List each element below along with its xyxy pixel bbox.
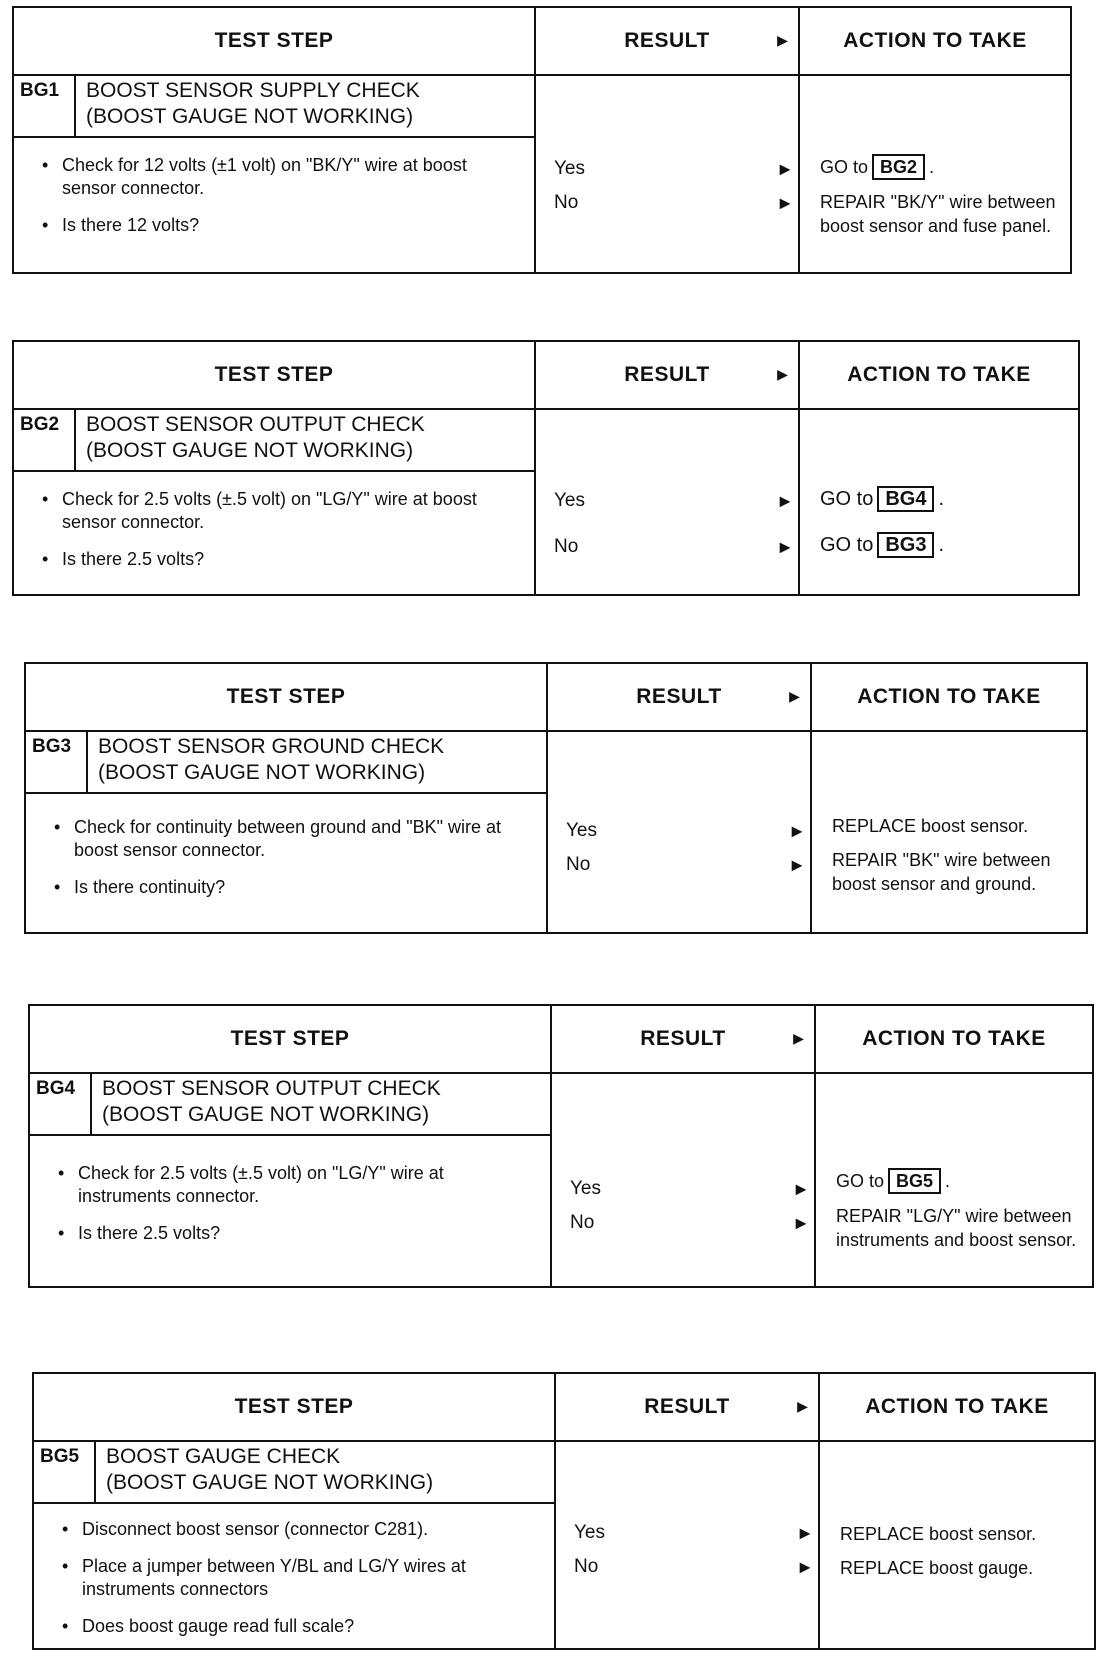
result-yes-label: Yes xyxy=(566,820,597,841)
instruction-text: Is there 2.5 volts? xyxy=(62,549,205,569)
result-no-label: No xyxy=(566,854,591,875)
header-test-step: TEST STEP xyxy=(14,8,536,74)
instruction-item xyxy=(40,154,520,200)
instruction-item xyxy=(40,214,520,237)
instruction-item xyxy=(60,1615,540,1638)
action-goto-text: GO to xyxy=(836,1171,885,1191)
arrow-icon: ► xyxy=(793,1396,812,1417)
result-no xyxy=(554,186,794,220)
action-no: REPAIR "BK/Y" wire between boost sensor and fuse panel. xyxy=(820,192,1056,236)
result-column xyxy=(574,1516,814,1584)
result-column xyxy=(566,814,806,882)
step-id: BG1 xyxy=(14,74,76,136)
bullet-icon: • xyxy=(42,549,49,569)
step-instructions xyxy=(34,1518,554,1652)
arrow-icon: ► xyxy=(773,364,792,385)
result-yes xyxy=(554,152,794,186)
step-id: BG5 xyxy=(34,1440,96,1502)
step-title-box xyxy=(14,74,534,138)
action-column xyxy=(832,814,1080,906)
bullet-icon: • xyxy=(42,489,49,509)
result-no xyxy=(554,530,794,564)
action-no: REPAIR "LG/Y" wire between instruments and boost sensor. xyxy=(836,1206,1077,1250)
header-test-step: TEST STEP xyxy=(26,664,548,730)
header-result-label: RESULT xyxy=(644,1395,730,1418)
arrow-icon: ► xyxy=(776,491,794,511)
action-yes xyxy=(836,1168,1086,1194)
step-reference: BG4 xyxy=(877,486,934,512)
header-result-label: RESULT xyxy=(640,1027,726,1050)
instruction-text: Check for 12 volts (±1 volt) on "BK/Y" wire at boost sensor connector. xyxy=(62,155,467,198)
bullet-icon: • xyxy=(62,1556,69,1576)
table-header xyxy=(14,8,1070,76)
column-divider xyxy=(814,1072,816,1286)
test-table-bg1 xyxy=(12,6,1072,274)
step-instructions xyxy=(14,154,534,251)
column-divider xyxy=(554,1440,556,1648)
step-title xyxy=(106,1444,548,1496)
step-title-line2: (BOOST GAUGE NOT WORKING) xyxy=(86,105,414,128)
action-period: . xyxy=(945,1171,951,1191)
step-title-line2: (BOOST GAUGE NOT WORKING) xyxy=(86,439,414,462)
header-action: ACTION TO TAKE xyxy=(862,1027,1046,1050)
bullet-icon: • xyxy=(62,1616,69,1636)
instruction-text: Does boost gauge read full scale? xyxy=(82,1616,355,1636)
instruction-item xyxy=(56,1162,536,1208)
column-divider xyxy=(810,730,812,932)
step-title-line1: BOOST SENSOR SUPPLY CHECK xyxy=(86,79,420,102)
instruction-item xyxy=(52,816,532,862)
action-period: . xyxy=(929,157,935,177)
header-test-step: TEST STEP xyxy=(34,1374,556,1440)
column-divider xyxy=(818,1440,820,1648)
result-no-label: No xyxy=(570,1212,595,1233)
action-column xyxy=(836,1168,1086,1262)
table-header xyxy=(34,1374,1094,1442)
arrow-icon: ► xyxy=(776,159,794,179)
action-no: REPAIR "BK" wire between boost sensor and ground. xyxy=(832,850,1051,894)
result-no xyxy=(574,1550,814,1584)
step-title-box xyxy=(34,1440,554,1504)
column-divider xyxy=(534,408,536,594)
step-title-line1: BOOST GAUGE CHECK xyxy=(106,1445,341,1468)
step-title-line1: BOOST SENSOR OUTPUT CHECK xyxy=(86,413,425,436)
result-no-label: No xyxy=(554,192,579,213)
action-goto-text: GO to xyxy=(820,157,869,177)
result-column xyxy=(554,152,794,220)
action-yes xyxy=(820,154,1064,180)
arrow-icon: ► xyxy=(792,1179,810,1199)
bullet-icon: • xyxy=(62,1519,69,1539)
action-yes xyxy=(820,486,1072,512)
table-header xyxy=(14,342,1078,410)
step-title-line2: (BOOST GAUGE NOT WORKING) xyxy=(98,761,426,784)
step-id: BG2 xyxy=(14,408,76,470)
action-yes: REPLACE boost sensor. xyxy=(840,1524,1037,1544)
step-instructions xyxy=(14,488,534,585)
result-no xyxy=(570,1206,810,1240)
header-action: ACTION TO TAKE xyxy=(865,1395,1049,1418)
step-title-box xyxy=(14,408,534,472)
step-id: BG3 xyxy=(26,730,88,792)
header-result xyxy=(552,1006,816,1072)
action-period: . xyxy=(938,488,945,510)
arrow-icon: ► xyxy=(792,1213,810,1233)
bullet-icon: • xyxy=(42,215,49,235)
step-reference: BG5 xyxy=(888,1168,941,1194)
test-table-bg2 xyxy=(12,340,1080,596)
result-yes-label: Yes xyxy=(574,1522,605,1543)
result-column xyxy=(570,1172,810,1240)
step-title-box xyxy=(26,730,546,794)
column-divider xyxy=(550,1072,552,1286)
arrow-icon: ► xyxy=(788,821,806,841)
instruction-text: Check for 2.5 volts (±.5 volt) on "LG/Y" wire at instruments connector. xyxy=(78,1163,444,1206)
instruction-item xyxy=(56,1222,536,1245)
step-instructions xyxy=(26,816,546,913)
instruction-text: Is there continuity? xyxy=(74,877,226,897)
header-result xyxy=(536,8,800,74)
action-yes: REPLACE boost sensor. xyxy=(832,816,1029,836)
step-instructions xyxy=(30,1162,550,1259)
header-action: ACTION TO TAKE xyxy=(843,29,1027,52)
action-goto-text: GO to xyxy=(820,534,874,556)
result-no-label: No xyxy=(574,1556,599,1577)
step-title-line2: (BOOST GAUGE NOT WORKING) xyxy=(106,1471,434,1494)
arrow-icon: ► xyxy=(776,537,794,557)
result-yes xyxy=(566,814,806,848)
arrow-icon: ► xyxy=(789,1028,808,1049)
result-yes xyxy=(570,1172,810,1206)
step-title xyxy=(86,412,528,464)
instruction-text: Is there 2.5 volts? xyxy=(78,1223,221,1243)
instruction-text: Place a jumper between Y/BL and LG/Y wires at instruments connectors xyxy=(82,1556,466,1599)
instruction-text: Check for continuity between ground and "BK" wire at boost sensor connector. xyxy=(74,817,502,860)
arrow-icon: ► xyxy=(796,1523,814,1543)
header-result-label: RESULT xyxy=(636,685,722,708)
table-header xyxy=(26,664,1086,732)
instruction-item xyxy=(52,876,532,899)
header-action: ACTION TO TAKE xyxy=(857,685,1041,708)
action-goto-text: GO to xyxy=(820,488,874,510)
instruction-item xyxy=(40,548,520,571)
column-divider xyxy=(798,74,800,272)
step-reference: BG2 xyxy=(872,154,925,180)
column-divider xyxy=(534,74,536,272)
header-test-step: TEST STEP xyxy=(30,1006,552,1072)
header-result xyxy=(536,342,800,408)
test-table-bg5 xyxy=(32,1372,1096,1650)
step-reference: BG3 xyxy=(877,532,934,558)
bullet-icon: • xyxy=(58,1223,65,1243)
instruction-text: Disconnect boost sensor (connector C281). xyxy=(82,1519,429,1539)
result-no xyxy=(566,848,806,882)
instruction-item xyxy=(60,1518,540,1541)
instruction-text: Check for 2.5 volts (±.5 volt) on "LG/Y" wire at boost sensor connector. xyxy=(62,489,477,532)
header-test-step: TEST STEP xyxy=(14,342,536,408)
header-result xyxy=(556,1374,820,1440)
result-yes-label: Yes xyxy=(554,490,585,511)
header-result-label: RESULT xyxy=(624,29,710,52)
bullet-icon: • xyxy=(54,817,61,837)
result-column xyxy=(554,484,794,564)
instruction-item xyxy=(40,488,520,534)
bullet-icon: • xyxy=(42,155,49,175)
step-title xyxy=(102,1076,544,1128)
column-divider xyxy=(798,408,800,594)
action-column xyxy=(840,1522,1088,1590)
column-divider xyxy=(546,730,548,932)
step-title xyxy=(98,734,540,786)
action-no xyxy=(820,532,1072,558)
step-id: BG4 xyxy=(30,1072,92,1134)
step-title-line2: (BOOST GAUGE NOT WORKING) xyxy=(102,1103,430,1126)
header-action: ACTION TO TAKE xyxy=(847,363,1031,386)
action-column xyxy=(820,154,1064,248)
action-no: REPLACE boost gauge. xyxy=(840,1558,1034,1578)
arrow-icon: ► xyxy=(788,855,806,875)
result-yes xyxy=(574,1516,814,1550)
arrow-icon: ► xyxy=(785,686,804,707)
action-column xyxy=(820,486,1072,568)
step-title-box xyxy=(30,1072,550,1136)
bullet-icon: • xyxy=(54,877,61,897)
action-period: . xyxy=(938,534,945,556)
instruction-item xyxy=(60,1555,540,1601)
result-no-label: No xyxy=(554,536,579,557)
result-yes xyxy=(554,484,794,530)
instruction-text: Is there 12 volts? xyxy=(62,215,200,235)
header-result-label: RESULT xyxy=(624,363,710,386)
table-header xyxy=(30,1006,1092,1074)
test-table-bg3 xyxy=(24,662,1088,934)
bullet-icon: • xyxy=(58,1163,65,1183)
step-title xyxy=(86,78,528,130)
result-yes-label: Yes xyxy=(570,1178,601,1199)
test-table-bg4 xyxy=(28,1004,1094,1288)
arrow-icon: ► xyxy=(773,30,792,51)
step-title-line1: BOOST SENSOR GROUND CHECK xyxy=(98,735,445,758)
arrow-icon: ► xyxy=(776,193,794,213)
step-title-line1: BOOST SENSOR OUTPUT CHECK xyxy=(102,1077,441,1100)
header-result xyxy=(548,664,812,730)
arrow-icon: ► xyxy=(796,1557,814,1577)
result-yes-label: Yes xyxy=(554,158,585,179)
